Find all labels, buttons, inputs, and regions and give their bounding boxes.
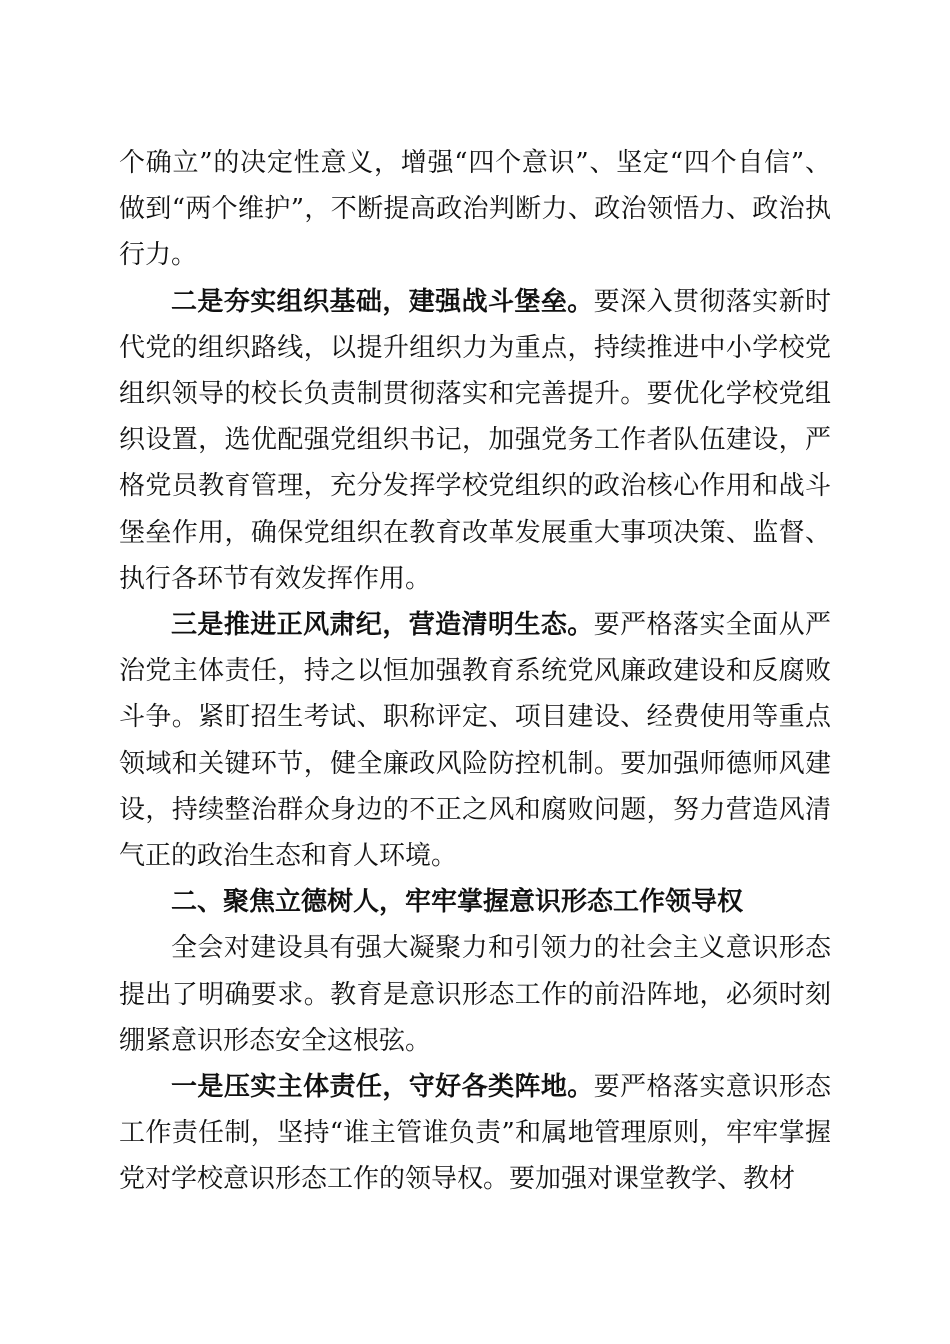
paragraph-text: 要严格落实意识形态工作责任制，坚持“谁主管谁负责”和属地管理原则，牢牢掌握党对学校意识形态工作的领导权。要加强对课堂教学、教材	[119, 1072, 831, 1195]
paragraph-lead: 二是夯实组织基础，建强战斗堡垒。	[171, 286, 594, 317]
paragraph-intro	[119, 925, 831, 1064]
paragraph-organization	[119, 279, 831, 602]
document-body	[119, 140, 831, 1203]
paragraph-text: 要深入贯彻落实新时代党的组织路线，以提升组织力为重点，持续推进中小学校党组织领导的校长负责制贯彻落实和完善提升。要优化学校党组织设置，选优配强党组织书记，加强党务工作者队伍建设，严格党员教育管理，充分发挥学校党组织的政治核心作用和战斗堡垒作用，确保党组织在教育改革发展重大事项决策、监督、执行各环节有效发挥作用。	[119, 286, 831, 594]
paragraph-discipline	[119, 602, 831, 879]
paragraph-responsibility	[119, 1064, 831, 1203]
paragraph-lead: 三是推进正风肃纪，营造清明生态。	[171, 610, 594, 641]
paragraph-text: 个确立”的决定性意义，增强“四个意识”、坚定“四个自信”、做到“两个维护”，不断提高政治判断力、政治领悟力、政治执行力。	[119, 148, 831, 271]
paragraph-lead: 一是压实主体责任，守好各类阵地。	[171, 1072, 594, 1103]
paragraph-continuation	[119, 140, 831, 279]
paragraph-text: 要严格落实全面从严治党主体责任，持之以恒加强教育系统党风廉政建设和反腐败斗争。紧盯招生考试、职称评定、项目建设、经费使用等重点领域和关键环节，健全廉政风险防控机制。要加强师德师风建设，持续整治群众身边的不正之风和腐败问题，努力营造风清气正的政治生态和育人环境。	[119, 610, 831, 872]
section-heading: 二、聚焦立德树人，牢牢掌握意识形态工作领导权	[171, 887, 744, 918]
paragraph-text: 全会对建设具有强大凝聚力和引领力的社会主义意识形态提出了明确要求。教育是意识形态工作的前沿阵地，必须时刻绷紧意识形态安全这根弦。	[119, 933, 831, 1056]
